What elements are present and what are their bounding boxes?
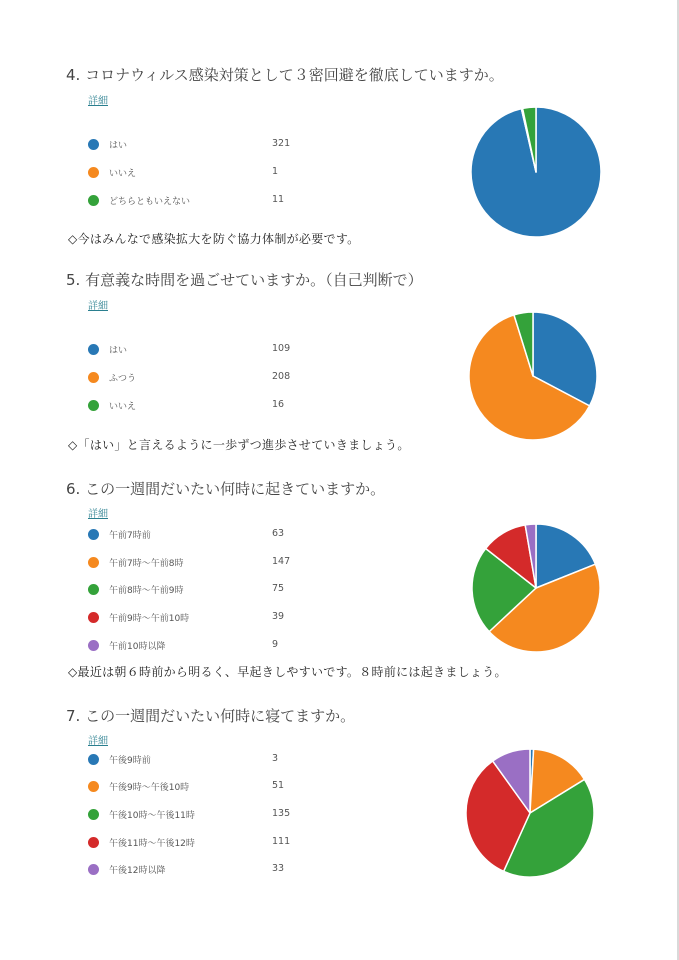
legend-count: 1 bbox=[272, 166, 279, 177]
legend-label: 午前9時～午前10時 bbox=[109, 614, 190, 624]
legend-count: 51 bbox=[272, 780, 285, 791]
question-title: 7. この一週間だいたい何時に寝てますか。 bbox=[66, 707, 356, 725]
legend-label: 午前10時以降 bbox=[109, 642, 166, 652]
details-link[interactable]: 詳細 bbox=[88, 96, 108, 107]
legend-label: 午後12時以降 bbox=[109, 866, 166, 876]
legend-label: はい bbox=[109, 346, 128, 356]
legend-label: ふつう bbox=[109, 374, 137, 384]
note-text: ◇今はみんなで感染拡大を防ぐ協力体制が必要です。 bbox=[68, 232, 360, 246]
legend-label: 午後9時前 bbox=[109, 756, 151, 766]
legend-label: 午前8時～午前9時 bbox=[109, 586, 184, 596]
legend-label: 午前7時～午前8時 bbox=[109, 559, 184, 569]
question-title: 5. 有意義な時間を過ごせていますか。（自己判断で） bbox=[66, 271, 423, 289]
legend-count: 33 bbox=[272, 863, 285, 874]
legend-label: 午後11時～午後12時 bbox=[109, 839, 195, 849]
legend-count: 9 bbox=[272, 639, 279, 650]
legend-count: 321 bbox=[272, 138, 291, 149]
legend-count: 11 bbox=[272, 194, 285, 205]
legend-count: 63 bbox=[272, 528, 285, 539]
question-title: 6. この一週間だいたい何時に起きていますか。 bbox=[66, 480, 386, 498]
details-link[interactable]: 詳細 bbox=[88, 509, 108, 520]
note-text: ◇「はい」と言えるように一歩ずつ進歩させていきましょう。 bbox=[68, 438, 410, 452]
legend-count: 39 bbox=[272, 611, 285, 622]
legend-count: 3 bbox=[272, 753, 279, 764]
details-link[interactable]: 詳細 bbox=[88, 736, 108, 747]
note-text: ◇最近は朝６時前から明るく、早起きしやすいです。８時前には起きましょう。 bbox=[68, 665, 507, 679]
legend-count: 109 bbox=[272, 343, 291, 354]
legend-count: 75 bbox=[272, 583, 285, 594]
legend-label: 午前7時前 bbox=[109, 531, 151, 541]
legend-count: 111 bbox=[272, 836, 291, 847]
question-title: 4. コロナウィルス感染対策として３密回避を徹底していますか。 bbox=[66, 66, 504, 84]
legend-label: 午後9時～午後10時 bbox=[109, 783, 190, 793]
legend-label: 午後10時～午後11時 bbox=[109, 811, 195, 821]
legend-count: 147 bbox=[272, 556, 291, 567]
legend-label: どちらともいえない bbox=[109, 197, 191, 207]
legend-label: いいえ bbox=[109, 402, 137, 412]
legend-label: はい bbox=[109, 141, 128, 151]
legend-count: 16 bbox=[272, 399, 285, 410]
details-link[interactable]: 詳細 bbox=[88, 301, 108, 312]
legend-count: 208 bbox=[272, 371, 291, 382]
legend-count: 135 bbox=[272, 808, 291, 819]
legend-label: いいえ bbox=[109, 169, 137, 179]
